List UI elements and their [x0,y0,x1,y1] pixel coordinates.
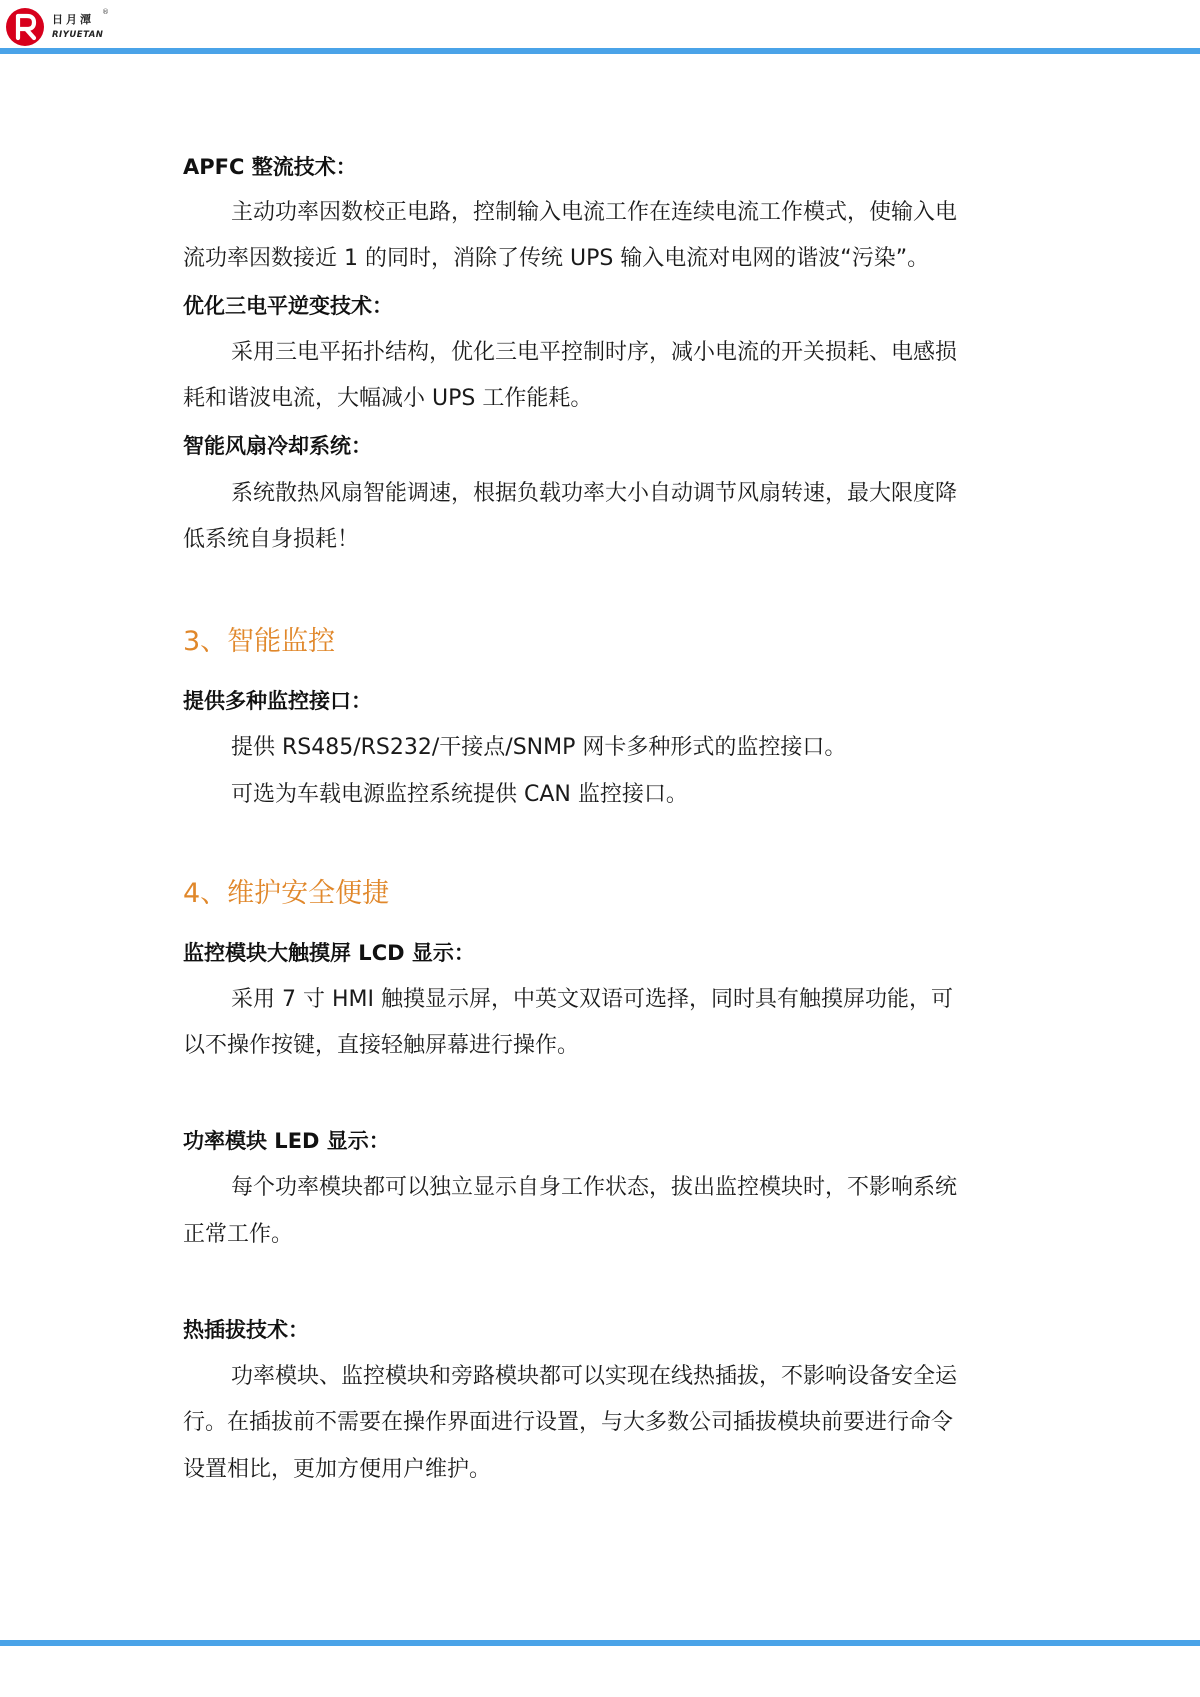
section-3-title: 3、智能监控 [183,626,336,657]
hotswap-paragraph-line-3: 设置相比，更加方便用户维护。 [183,1457,492,1482]
monitor-paragraph-2: 可选为车载电源监控系统提供 CAN 监控接口。 [231,782,688,807]
fan-paragraph-line-2: 低系统自身损耗！ [183,527,360,552]
inverter-paragraph-line-2: 耗和谐波电流，大幅减小 UPS 工作能耗。 [183,386,593,411]
apfc-heading: APFC 整流技术： [183,155,357,179]
apfc-paragraph-line-1: 主动功率因数校正电路，控制输入电流工作在连续电流工作模式，使输入电 [231,200,958,225]
lcd-heading: 监控模块大触摸屏 LCD 显示： [183,941,475,965]
hotswap-paragraph-line-2: 行。在插拔前不需要在操作界面进行设置，与大多数公司插拔模块前要进行命令 [183,1410,954,1435]
brand-name-en: RIYUETAN [52,30,104,40]
inverter-heading: 优化三电平逆变技术： [183,294,393,318]
hotswap-paragraph-line-1: 功率模块、监控模块和旁路模块都可以实现在线热插拔，不影响设备安全运 [231,1364,958,1389]
fan-heading: 智能风扇冷却系统： [183,434,372,458]
lcd-paragraph-line-2: 以不操作按键，直接轻触屏幕进行操作。 [183,1033,580,1058]
hotswap-heading: 热插拔技术： [183,1318,309,1342]
brand-name-cn: 日月潭 [52,13,94,26]
led-paragraph-line-1: 每个功率模块都可以独立显示自身工作状态，拔出监控模块时，不影响系统 [231,1175,958,1200]
apfc-paragraph-line-2: 流功率因数接近 1 的同时，消除了传统 UPS 输入电流对电网的谐波“污染”。 [183,246,930,271]
header-divider [0,48,1200,54]
led-heading: 功率模块 LED 显示： [183,1129,390,1153]
footer-divider [0,1640,1200,1646]
fan-paragraph-line-1: 系统散热风扇智能调速，根据负载功率大小自动调节风扇转速，最大限度降 [231,481,958,506]
monitor-heading: 提供多种监控接口： [183,689,372,713]
section-4-title: 4、维护安全便捷 [183,878,390,909]
page-header [0,0,1200,60]
monitor-paragraph-1: 提供 RS485/RS232/干接点/SNMP 网卡多种形式的监控接口。 [231,735,847,760]
lcd-paragraph-line-1: 采用 7 寸 HMI 触摸显示屏，中英文双语可选择，同时具有触摸屏功能，可 [231,987,953,1012]
riyuetan-logo-icon [5,7,45,47]
led-paragraph-line-2: 正常工作。 [183,1222,294,1247]
inverter-paragraph-line-1: 采用三电平拓扑结构，优化三电平控制时序，减小电流的开关损耗、电感损 [231,340,958,365]
registered-mark: ® [102,8,109,16]
